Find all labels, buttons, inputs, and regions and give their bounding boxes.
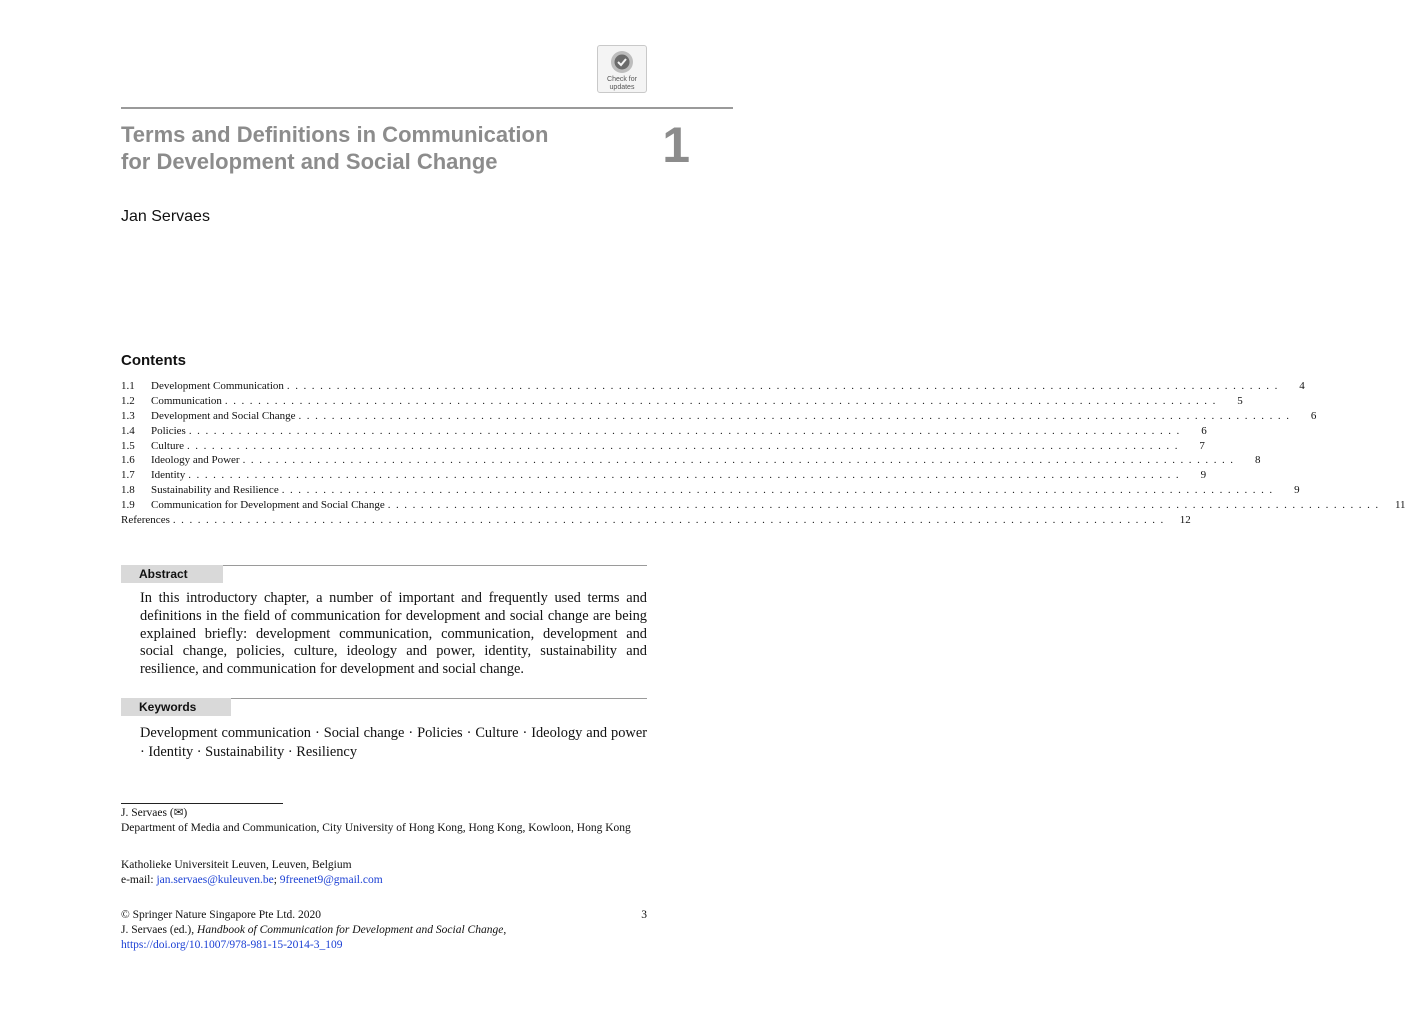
toc-leader-dots: . . . . . . . . . . . . . . . . . . . . . . . . . . . . . . . . . . . . . . . . . . . . . . . . . . . . . . . . . . . . . . . . . . . . . . . . . . . . . . . . . . . . . . . . . . . . . . . . . . . . . . . . . . . . . . . . . . . . . . . . xyxy=(281,484,1274,497)
badge-label-line2: updates xyxy=(609,84,635,91)
abstract-label: Abstract xyxy=(121,565,223,583)
toc-leader-dots: . . . . . . . . . . . . . . . . . . . . . . . . . . . . . . . . . . . . . . . . . . . . . . . . . . . . . . . . . . . . . . . . . . . . . . . . . . . . . . . . . . . . . . . . . . . . . . . . . . . . . . . . . . . . . . . . . . . . . . . . xyxy=(187,439,1179,452)
email-label: e-mail: xyxy=(121,874,154,887)
check-for-updates-icon xyxy=(608,49,636,75)
toc-leader-dots: . . . . . . . . . . . . . . . . . . . . . . . . . . . . . . . . . . . . . . . . . . . . . . . . . . . . . . . . . . . . . . . . . . . . . . . . . . . . . . . . . . . . . . . . . . . . . . . . . . . . . . . . . . . . . . . . . . . . . . . . xyxy=(242,454,1235,467)
footnote-author-name: J. Servaes xyxy=(121,807,167,819)
copyright-line: © Springer Nature Singapore Pte Ltd. 2020 xyxy=(121,909,322,921)
toc-entry[interactable] xyxy=(121,453,1261,468)
editor-line: J. Servaes (ed.), xyxy=(121,924,195,937)
chapter-title xyxy=(121,121,621,175)
toc-section-title: Sustainability and Resilience xyxy=(151,484,279,497)
publication-info xyxy=(121,908,601,954)
chapter-number: 1 xyxy=(662,117,690,173)
toc-entry[interactable] xyxy=(121,379,1305,394)
toc-section-number: 1.1 xyxy=(121,380,135,392)
footnote-divider xyxy=(121,803,283,804)
toc-section-number: 1.2 xyxy=(121,394,135,407)
toc-section-title: Communication xyxy=(151,394,222,407)
toc-entry[interactable] xyxy=(121,483,1300,498)
table-of-contents xyxy=(121,379,1406,528)
toc-page-number: 12 xyxy=(1179,514,1191,527)
toc-leader-dots: . . . . . . . . . . . . . . . . . . . . . . . . . . . . . . . . . . . . . . . . . . . . . . . . . . . . . . . . . . . . . . . . . . . . . . . . . . . . . . . . . . . . . . . . . . . . . . . . . . . . . . . . . . . . . . . . . . . . . . . . xyxy=(172,514,1165,527)
toc-entry[interactable] xyxy=(121,498,1406,513)
toc-section-title: Development and Social Change xyxy=(151,409,296,422)
check-for-updates-badge[interactable] xyxy=(597,45,647,93)
toc-section-title: Culture xyxy=(151,439,184,452)
footnote-affiliation-2: Katholieke Universiteit Leuven, Leuven, Belgium xyxy=(121,859,352,871)
toc-page-number: 6 xyxy=(1201,424,1207,437)
footnote-affiliation-block xyxy=(121,858,647,888)
toc-entry[interactable] xyxy=(121,394,1243,409)
keywords-text: Development communication · Social change · Policies · Culture · Ideology and power · Identity · Sustainability · Resiliency xyxy=(140,725,647,760)
toc-page-number: 9 xyxy=(1200,469,1207,482)
toc-entry-references[interactable] xyxy=(121,513,1191,528)
email-link-2[interactable]: 9freenet9@gmail.com xyxy=(279,874,383,887)
book-title: Handbook of Communication for Development and Social Change xyxy=(197,924,504,937)
toc-section-number: 1.5 xyxy=(121,439,135,452)
toc-leader-dots: . . . . . . . . . . . . . . . . . . . . . . . . . . . . . . . . . . . . . . . . . . . . . . . . . . . . . . . . . . . . . . . . . . . . . . . . . . . . . . . . . . . . . . . . . . . . . . . . . . . . . . . . . . . . . . . . . . . . . . . . xyxy=(224,394,1217,407)
toc-leader-dots: . . . . . . . . . . . . . . . . . . . . . . . . . . . . . . . . . . . . . . . . . . . . . . . . . . . . . . . . . . . . . . . . . . . . . . . . . . . . . . . . . . . . . . . . . . . . . . . . . . . . . . . . . . . . . . . . . . . . . . . . xyxy=(387,499,1380,512)
doi-link[interactable]: https://doi.org/10.1007/978-981-15-2014-3_109 xyxy=(121,939,343,952)
toc-section-title: Policies xyxy=(151,424,186,437)
chapter-author: Jan Servaes xyxy=(121,208,210,225)
toc-page-number: 4 xyxy=(1299,380,1305,392)
author-footnote xyxy=(121,806,647,836)
toc-page-number: 9 xyxy=(1294,484,1300,497)
toc-page-number: 11 xyxy=(1394,499,1406,512)
page-number: 3 xyxy=(641,909,647,921)
toc-section-title: Identity xyxy=(151,469,186,482)
toc-leader-dots: . . . . . . . . . . . . . . . . . . . . . . . . . . . . . . . . . . . . . . . . . . . . . . . . . . . . . . . . . . . . . . . . . . . . . . . . . . . . . . . . . . . . . . . . . . . . . . . . . . . . . . . . . . . . . . . . . . . . . . . . xyxy=(188,469,1181,482)
envelope-icon: (✉) xyxy=(169,807,188,819)
toc-leader-dots: . . . . . . . . . . . . . . . . . . . . . . . . . . . . . . . . . . . . . . . . . . . . . . . . . . . . . . . . . . . . . . . . . . . . . . . . . . . . . . . . . . . . . . . . . . . . . . . . . . . . . . . . . . . . . . . . . . . . . . . . xyxy=(298,409,1291,422)
chapter-title-line1: Terms and Definitions in Communication xyxy=(121,122,549,147)
keywords-label: Keywords xyxy=(121,698,231,716)
email-link-1[interactable]: jan.servaes@kuleuven.be xyxy=(156,874,274,887)
email-separator: ; xyxy=(273,874,277,887)
toc-page-number: 8 xyxy=(1254,454,1261,467)
toc-section-title: Ideology and Power xyxy=(151,454,240,467)
toc-section-number: 1.7 xyxy=(121,469,135,482)
toc-section-title: Communication for Development and Social Change xyxy=(151,499,385,512)
contents-heading: Contents xyxy=(121,352,186,369)
footnote-affiliation-1: Department of Media and Communication, City University of Hong Kong, Hong Kong, Kowloon, Hong Kong xyxy=(121,822,631,835)
toc-section-number: 1.4 xyxy=(121,424,135,437)
toc-section-title: Development Communication xyxy=(151,380,284,392)
chapter-title-line2: for Development and Social Change xyxy=(121,149,498,174)
toc-page-number: 6 xyxy=(1310,409,1317,422)
toc-section-number: 1.8 xyxy=(121,484,135,497)
toc-entry[interactable] xyxy=(121,409,1317,424)
toc-page-number: 5 xyxy=(1237,394,1243,407)
toc-section-number: 1.6 xyxy=(121,454,135,467)
abstract-text: In this introductory chapter, a number of important and frequently used terms and definitions in the field of communication for development and social change are being explained briefly: development communication, communication, development and social change, policies, culture, ideology and power, identity, sustainability and resilience, and communication for development and social change. xyxy=(140,590,647,678)
toc-page-number: 7 xyxy=(1199,439,1205,452)
top-divider xyxy=(121,107,733,109)
toc-leader-dots: . . . . . . . . . . . . . . . . . . . . . . . . . . . . . . . . . . . . . . . . . . . . . . . . . . . . . . . . . . . . . . . . . . . . . . . . . . . . . . . . . . . . . . . . . . . . . . . . . . . . . . . . . . . . . . . . . . . . . . . . xyxy=(286,380,1279,392)
toc-entry[interactable] xyxy=(121,424,1207,439)
toc-leader-dots: . . . . . . . . . . . . . . . . . . . . . . . . . . . . . . . . . . . . . . . . . . . . . . . . . . . . . . . . . . . . . . . . . . . . . . . . . . . . . . . . . . . . . . . . . . . . . . . . . . . . . . . . . . . . . . . . . . . . . . . . xyxy=(188,424,1181,437)
badge-label-line1: Check for xyxy=(607,76,637,83)
toc-entry[interactable] xyxy=(121,468,1207,483)
toc-section-number: 1.9 xyxy=(121,499,135,512)
toc-section-title: References xyxy=(121,514,170,527)
toc-entry[interactable] xyxy=(121,439,1205,454)
toc-section-number: 1.3 xyxy=(121,409,135,422)
book-title-suffix: , xyxy=(503,924,507,937)
